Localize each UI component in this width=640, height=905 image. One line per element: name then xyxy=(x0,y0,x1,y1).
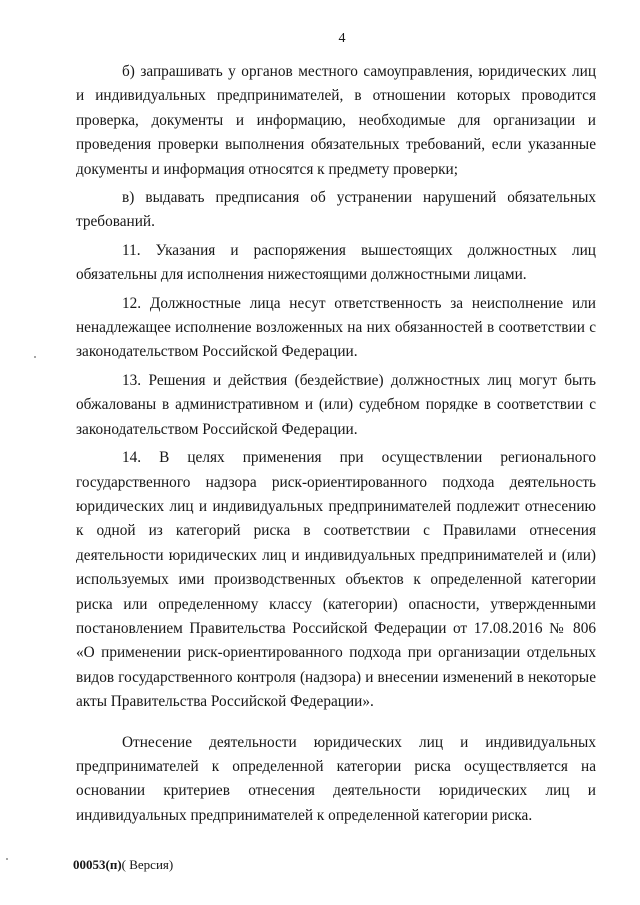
paragraph-12-responsibility: 12. Должностные лица несут ответственность за неисполнение или ненадлежащее исполнение возложенных на них обязанностей в соответствии с законодательством Российской Федерации. xyxy=(76,294,596,361)
page-number: 4 xyxy=(338,31,346,46)
paragraph-b-request-documents: б) запрашивать у органов местного самоуправления, юридических лиц и индивидуальных предпринимателей, в отношении которых проводится проверка, документы и информацию, необходимые для организации и проведения проверки выполнения обязательных требований, если указанные документы и информация относятся к предмету проверки; xyxy=(76,63,596,178)
scan-speck xyxy=(34,356,36,358)
paragraph-v-issue-orders: в) выдавать предписания об устранении нарушений обязательных требований. xyxy=(76,189,596,231)
paragraph-risk-categorization: Отнесение деятельности юридических лиц и индивидуальных предпринимателей к определенной категории риска осуществляется на основании критериев отнесения деятельности юридических лиц и индивидуальных предпринимателей к определенной категории риска. xyxy=(76,733,596,824)
footer-version xyxy=(73,857,173,873)
document-body xyxy=(76,60,596,828)
footer-code: 00053(п) xyxy=(73,857,122,872)
paragraph-14-risk-approach: 14. В целях применения при осуществлении регионального государственного надзора риск-ориентированного подхода деятельность юридических лиц и индивидуальных предпринимателей подлежит отнесению к одной из категорий риска в соответствии с Правилами отнесения деятельности юридических лиц и индивидуальных предпринимателей и (или) используемых ими производственных объектов к определенной категории риска или определенному классу (категории) опасности, утвержденными постановлением Правительства Российской Федерации от 17.08.2016 № 806 «О применении риск-ориентированного подхода при организации отдельных видов государственного контроля (надзора) и внесении изменений в некоторые акты Правительства Российской Федерации». xyxy=(76,449,596,711)
footer-label: ( Версия) xyxy=(121,857,174,872)
scan-speck xyxy=(6,858,8,860)
paragraph-11-instructions: 11. Указания и распоряжения вышестоящих должностных лиц обязательны для исполнения нижестоящими должностными лицами. xyxy=(76,241,596,284)
paragraph-13-appeals: 13. Решения и действия (бездействие) должностных лиц могут быть обжалованы в административном и (или) судебном порядке в соответствии с законодательством Российской Федерации. xyxy=(76,371,596,438)
